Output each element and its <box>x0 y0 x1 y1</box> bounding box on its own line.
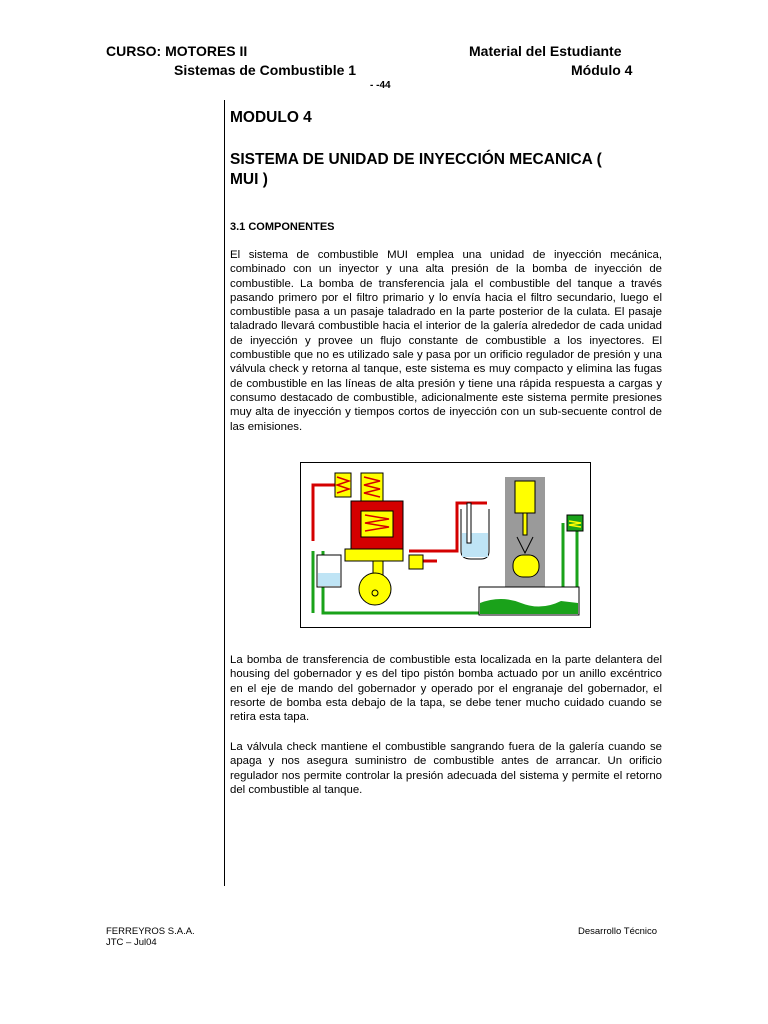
page-number: - -44 <box>370 80 391 91</box>
paragraph-transfer-pump: La bomba de transferencia de combustible esta localizada en la parte delantera del housing del gobernador y es del tipo pistón bomba actuado por un anillo excéntrico en el eje de mando del gobernador y operado por el engranaje del gobernador, el resorte de bomba esta debajo de la tapa, se debe tener mucho cuidado cuando se retira esta tapa. <box>230 654 662 724</box>
fuel-level <box>318 573 340 586</box>
system-title-line2: MUI ) <box>230 171 268 188</box>
paragraph-check-valve: La válvula check mantiene el combustible sangrando fuera de la galería cuando se apaga y nos asegura suministro de combustible antes de arrancar. Un orificio regulador nos permite controlar la presión adecuada del sistema y permite el retorno del combustible al tanque. <box>230 741 662 796</box>
mui-fuel-system-diagram <box>300 462 591 628</box>
footer-company: FERREYROS S.A.A. <box>106 926 195 937</box>
eccentric-cam-icon <box>359 573 391 605</box>
paragraph-intro: El sistema de combustible MUI emplea una unidad de inyección mecánica, combinado con un inyector y una alta presión de la bomba de inyección de combustible. La bomba de transferencia jala el combustible del tanque a través pasando primero por el filtro primario y lo envía hacia el filtro secundario, luego el combustible pasa a un pasaje taladrado en la parte posterior de la culata. El pasaje taladrado llevará combustible hacia el interior de la galería alrededor de cada unidad de inyección y provee un flujo constante de combustible a los inyectores. El combustible que no es utilizado sale y pasa por un orificio regulador de presión y una válvula check y retorna al tanque, este sistema es muy compacto y elimina las fugas de combustible en las líneas de alta presión y tiene una rápida respuesta a cargas y consumo destacado de combustible, adicionalmente este sistema permite presiones muy alta de inyección y tiempos cortos de inyección con un sub-secuente control de las emisiones. <box>230 249 662 433</box>
course-title: CURSO: MOTORES II <box>106 43 248 59</box>
pressure-regulator-icon <box>409 555 423 569</box>
system-title-line1: SISTEMA DE UNIDAD DE INYECCIÓN MECANICA ( <box>230 151 602 168</box>
material-label: Material del Estudiante <box>469 43 622 59</box>
module-heading: MODULO 4 <box>230 109 312 126</box>
unit-injector-icon <box>515 481 535 513</box>
module-label: Módulo 4 <box>571 62 633 78</box>
footer-department: Desarrollo Técnico <box>578 926 658 937</box>
piston-cylinder-icon <box>513 555 539 577</box>
fuel-system-illustration <box>301 463 590 627</box>
footer-date: JTC – Jul04 <box>106 937 157 948</box>
section-heading: 3.1 COMPONENTES <box>230 221 335 233</box>
course-subject: Sistemas de Combustible 1 <box>174 62 357 78</box>
margin-rule <box>224 100 225 886</box>
